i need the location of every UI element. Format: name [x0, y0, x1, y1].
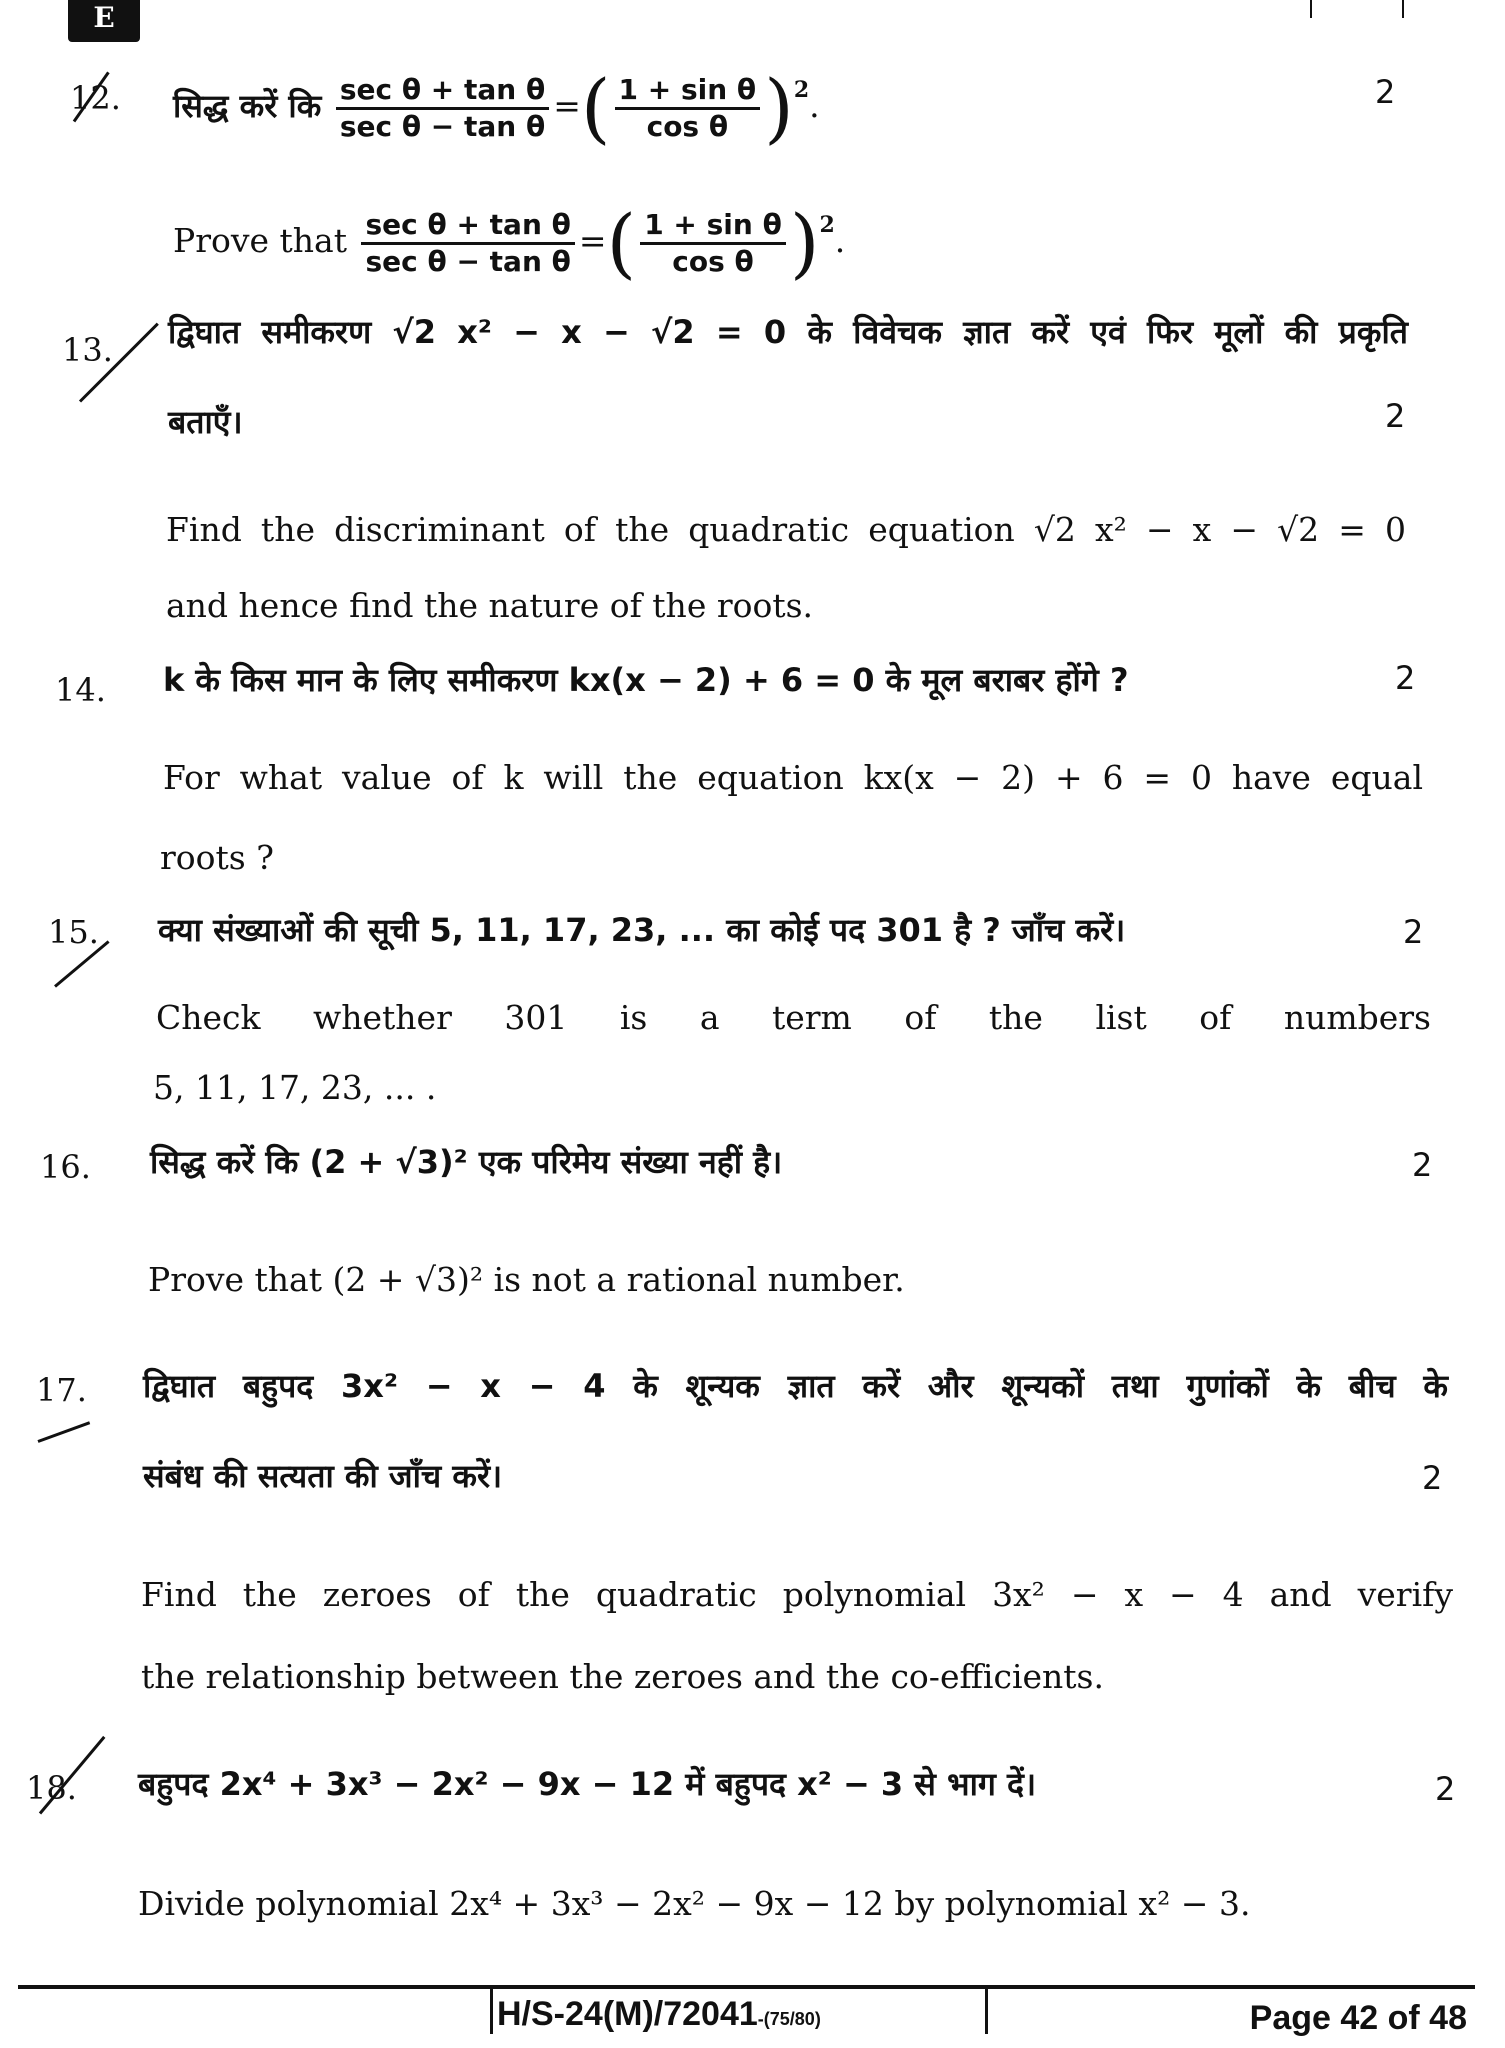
q12-english: Prove that $\frac{\text{sec θ + tan θ}}{\text{sec θ − tan θ}}$ = ( $\frac{\text{1 + sin θ}}{\text{cos θ}}$ ) 2 . — [173, 198, 846, 287]
equals: = — [553, 86, 581, 125]
q13-hindi-line1: द्विघात समीकरण √2 x² − x − √2 = 0 के विवेचक ज्ञात करें एवं फिर मूलों की प्रकृति — [168, 313, 1408, 351]
numerator: 1 + sin θ — [615, 73, 761, 110]
question-number: 15. — [48, 913, 99, 951]
question-number: 16. — [40, 1148, 91, 1186]
denominator: cos θ — [646, 109, 729, 143]
marks: 2 — [1403, 913, 1424, 951]
marks: 2 — [1385, 397, 1406, 435]
q15-hindi: क्या संख्याओं की सूची 5, 11, 17, 23, ... का कोई पद 301 है ? जाँच करें। — [158, 911, 1126, 949]
marks: 2 — [1395, 659, 1416, 697]
numerator: 1 + sin θ — [640, 208, 786, 245]
period: . — [809, 86, 820, 125]
q13-english-line2: and hence find the nature of the roots. — [166, 586, 814, 625]
q17-hindi-line1: द्विघात बहुपद 3x² − x − 4 के शून्यक ज्ञात करें और शून्यकों तथा गुणांकों के बीच के — [143, 1367, 1448, 1405]
section-tag: E — [68, 0, 140, 42]
q16-english: Prove that (2 + √3)² is not a rational number. — [148, 1260, 905, 1299]
q13-hindi-line2: बताएँ। — [168, 403, 243, 441]
q15-english-line1: Check whether 301 is a term of the list of numbers — [156, 998, 1431, 1037]
denominator: cos θ — [672, 244, 754, 278]
paper-code — [490, 1985, 988, 2034]
denominator: sec θ − tan θ — [339, 109, 546, 143]
q17-english-line2: the relationship between the zeroes and the co-efficients. — [141, 1657, 1104, 1696]
marks: 2 — [1435, 1770, 1456, 1808]
question-number: 18. — [26, 1769, 77, 1807]
exponent: 2 — [819, 212, 835, 238]
q13-english-line1: Find the discriminant of the quadratic equation √2 x² − x − √2 = 0 — [166, 510, 1406, 549]
q18-hindi: बहुपद 2x⁴ + 3x³ − 2x² − 9x − 12 में बहुपद x² − 3 से भाग दें। — [138, 1765, 1037, 1803]
q18-english: Divide polynomial 2x⁴ + 3x³ − 2x² − 9x − 12 by polynomial x² − 3. — [138, 1884, 1251, 1923]
denominator: sec θ − tan θ — [365, 244, 571, 278]
numerator: sec θ + tan θ — [336, 73, 549, 110]
question-number: 14. — [55, 671, 106, 709]
q12-english-prefix: Prove that — [173, 221, 347, 260]
marks: 2 — [1412, 1146, 1433, 1184]
marks: 2 — [1375, 73, 1396, 111]
lhs-fraction — [336, 73, 549, 144]
marks: 2 — [1422, 1459, 1443, 1497]
q17-english-line1: Find the zeroes of the quadratic polynomial 3x² − x − 4 and verify — [141, 1575, 1453, 1614]
q17-hindi-line2: संबंध की सत्यता की जाँच करें। — [143, 1457, 503, 1495]
equals: = — [578, 221, 607, 260]
q14-english-line1: For what value of k will the equation kx(x − 2) + 6 = 0 have equal — [163, 758, 1423, 797]
top-right-box — [1310, 0, 1404, 18]
paper-code-text: H/S-24(M)/72041 — [497, 1995, 758, 2033]
period: . — [834, 221, 846, 260]
q12-hindi-prefix: सिद्ध करें कि — [173, 87, 322, 125]
q16-hindi: सिद्ध करें कि (2 + √3)² एक परिमेय संख्या नहीं है। — [150, 1143, 783, 1181]
exponent: 2 — [793, 77, 810, 103]
check-mark — [37, 1421, 90, 1443]
paper-code-suffix: -(75/80) — [757, 2009, 821, 2029]
q14-english-line2: roots ? — [160, 838, 274, 877]
q14-hindi: k के किस मान के लिए समीकरण kx(x − 2) + 6 = 0 के मूल बराबर होंगे ? — [163, 661, 1129, 699]
rhs: ( $\frac{\text{1 + sin θ}}{\text{cos θ}}$ ) 2 — [580, 63, 810, 152]
q12-hindi — [173, 63, 820, 152]
question-number: 12. — [70, 79, 121, 117]
question-number: 17. — [36, 1371, 87, 1409]
question-number: 13. — [62, 331, 113, 369]
q15-english-line2: 5, 11, 17, 23, ... . — [153, 1068, 437, 1107]
page-number: Page 42 of 48 — [1249, 1999, 1467, 2037]
numerator: sec θ + tan θ — [361, 208, 574, 245]
